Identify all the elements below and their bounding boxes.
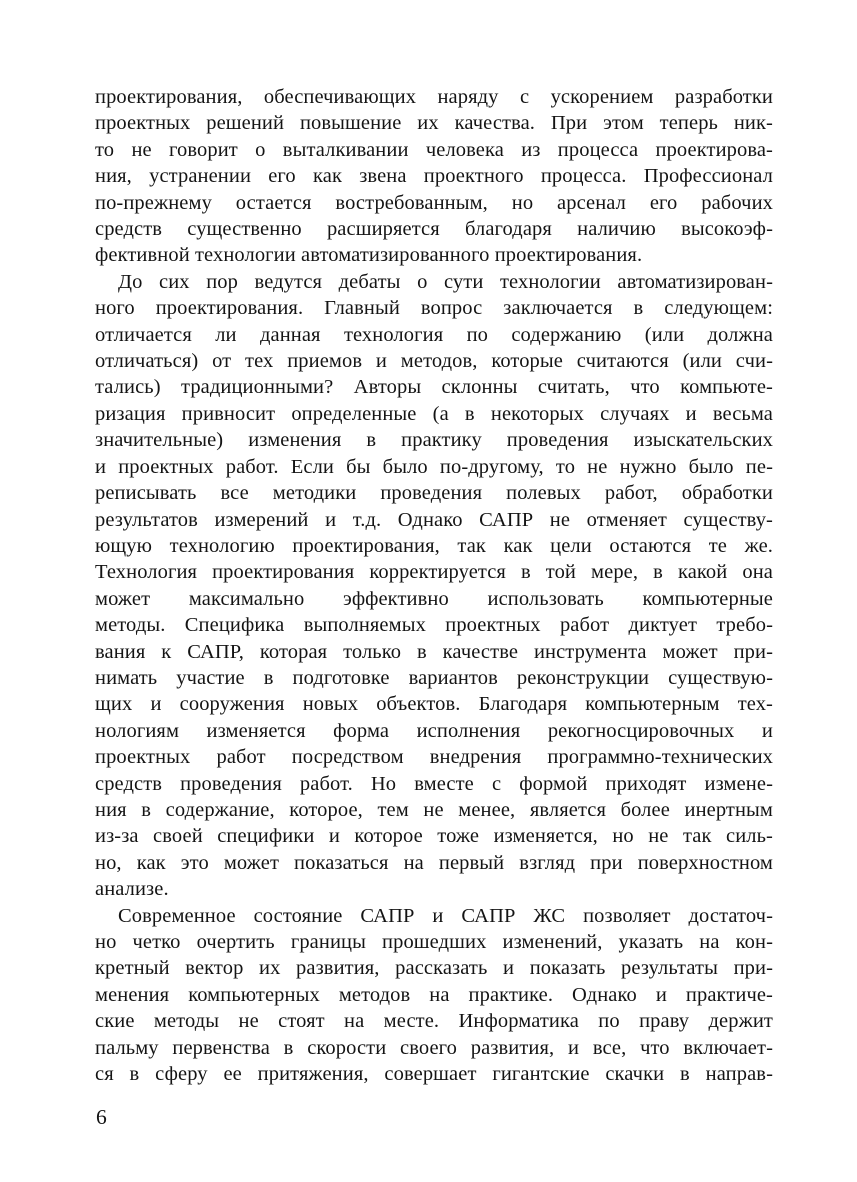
text-line: тались) традиционными? Авторы склонны считать, что компьюте- <box>95 376 773 399</box>
paragraph <box>95 269 773 903</box>
text-line: вания к САПР, которая только в качестве инструмента может при- <box>95 640 773 663</box>
text-line: щих и сооружения новых объектов. Благодаря компьютерным тех- <box>95 693 773 716</box>
text-line: и проектных работ. Если бы было по-другому, то не нужно было пе- <box>95 455 773 478</box>
text-line: отличаться) от тех приемов и методов, которые считаются (или счи- <box>95 350 773 373</box>
paragraph <box>95 84 773 269</box>
text-line: но четко очертить границы прошедших изменений, указать на кон- <box>95 931 773 953</box>
text-line: нимать участие в подготовке вариантов реконструкции существую- <box>95 666 773 689</box>
text-line: но, как это может показаться на первый взгляд при поверхностном <box>95 851 773 874</box>
text-line: может максимально эффективно использовать компьютерные <box>95 587 773 610</box>
text-line: средств проведения работ. Но вместе с формой приходят измене- <box>95 772 773 795</box>
text-line: анализе. <box>95 878 169 901</box>
page-number: 6 <box>96 1105 107 1129</box>
paragraph <box>95 903 773 1088</box>
text-line: фективной технологии автоматизированного проектирования. <box>95 244 643 267</box>
text-line: результатов измерений и т.д. Однако САПР не отменяет существу- <box>95 508 773 531</box>
text-line: До сих пор ведутся дебаты о сути технологии автоматизирован- <box>118 270 773 293</box>
text-line: по-прежнему остается востребованным, но арсенал его рабочих <box>95 191 773 214</box>
text-line: ющую технологию проектирования, так как цели остаются те же. <box>95 534 773 557</box>
text-line: ния, устранении его как звена проектного процесса. Профессионал <box>95 165 773 188</box>
text-line: проектных работ посредством внедрения программно-технических <box>95 746 773 769</box>
text-line: ния в содержание, которое, тем не менее, является более инертным <box>95 798 773 821</box>
text-line: Современное состояние САПР и САПР ЖС позволяет достаточ- <box>118 904 773 927</box>
text-line: пальму первенства в скорости своего развития, и все, что включает- <box>95 1036 773 1059</box>
text-line: значительные) изменения в практику проведения изыскательских <box>95 429 773 452</box>
text-line: реписывать все методики проведения полевых работ, обработки <box>95 482 773 505</box>
text-line: то не говорит о выталкивании человека из процесса проектирова- <box>95 138 773 161</box>
text-line: проектирования, обеспечивающих наряду с ускорением разработки <box>95 86 773 108</box>
text-line: проектных решений повышение их качества. При этом теперь ник- <box>95 112 773 135</box>
text-line: ризация привносит определенные (а в некоторых случаях и весьма <box>95 402 773 425</box>
text-line: из-за своей специфики и которое тоже изменяется, но не так силь- <box>95 825 773 848</box>
text-line: ся в сферу ее притяжения, совершает гигантские скачки в направ- <box>95 1063 773 1086</box>
text-line: средств существенно расширяется благодаря наличию высокоэф- <box>95 218 773 241</box>
text-line: менения компьютерных методов на практике. Однако и практиче- <box>95 983 773 1006</box>
body-text <box>95 84 773 1087</box>
text-line: кретный вектор их развития, рассказать и показать результаты при- <box>95 957 773 980</box>
text-line: ские методы не стоят на месте. Информатика по праву держит <box>95 1010 773 1033</box>
text-line: методы. Специфика выполняемых проектных работ диктует требо- <box>95 614 773 637</box>
text-line: нологиям изменяется форма исполнения рекогносцировочных и <box>95 719 773 742</box>
text-line: ного проектирования. Главный вопрос заключается в следующем: <box>95 297 773 320</box>
text-line: отличается ли данная технология по содержанию (или должна <box>95 323 773 346</box>
text-line: Технология проектирования корректируется в той мере, в какой она <box>95 561 773 584</box>
